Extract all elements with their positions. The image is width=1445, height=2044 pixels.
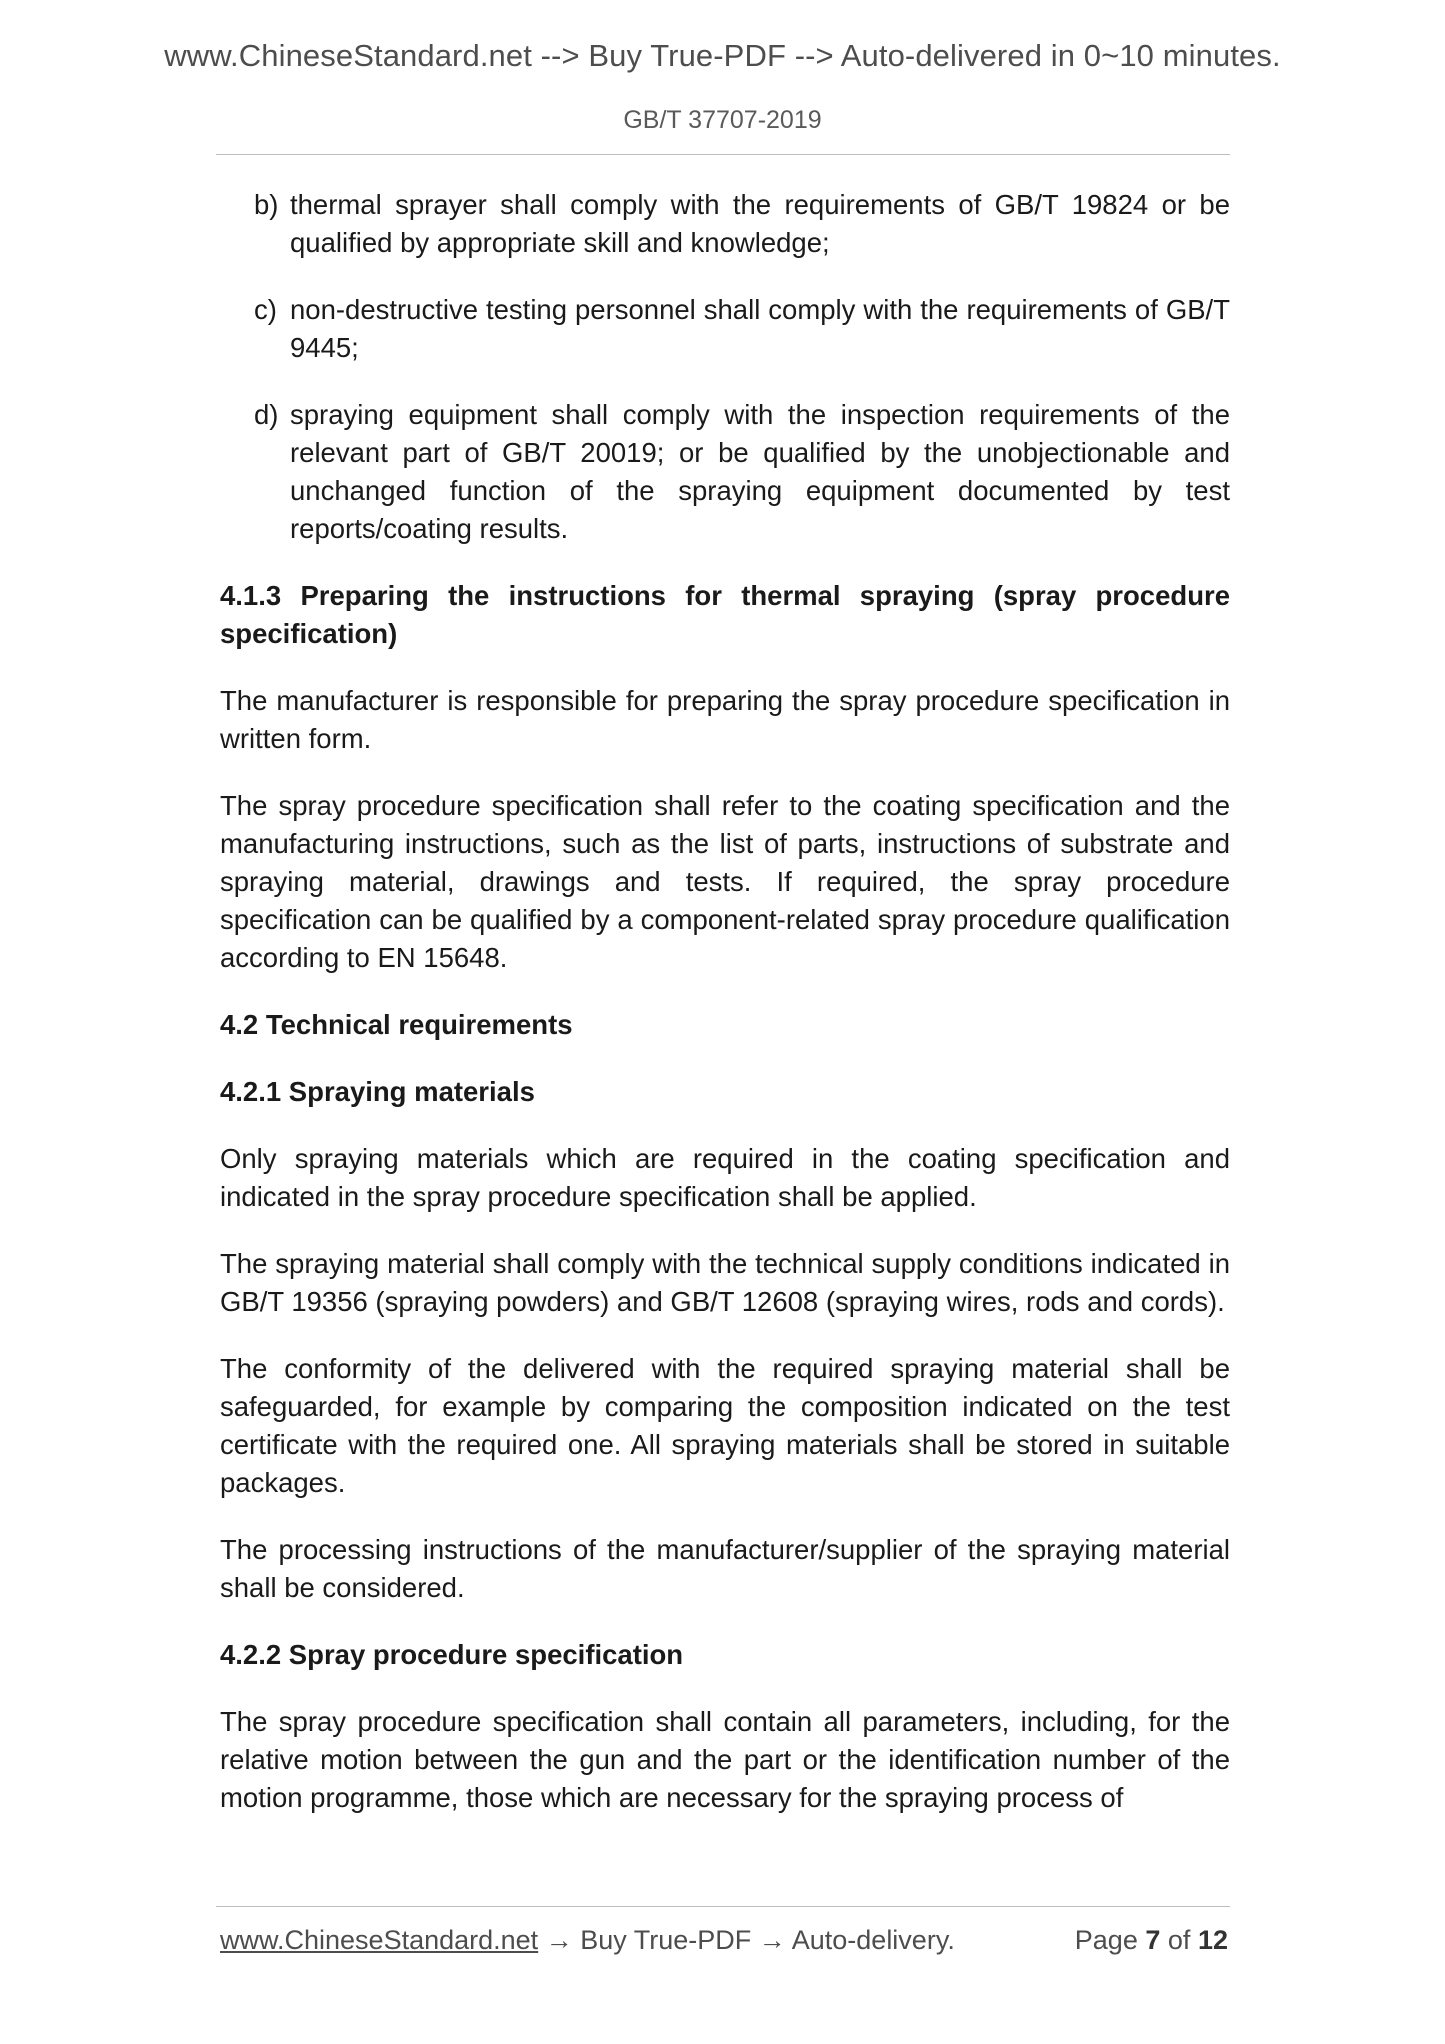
list-item-text: spraying equipment shall comply with the inspection requirements of the relevant part of GB/T 20019; or be qualified by the unobjectionable and unchanged function of the spraying equipment documented by test reports/coating results.: [290, 399, 1230, 544]
page-footer: [220, 1925, 1228, 1956]
footer-divider: [216, 1906, 1230, 1907]
list-item-c: [254, 291, 1230, 367]
page-current: 7: [1145, 1925, 1161, 1955]
section-heading-4-2-1: 4.2.1 Spraying materials: [220, 1076, 535, 1107]
paragraph: The spray procedure specification shall refer to the coating specification and the manufacturing instructions, such as the list of parts, instructions of substrate and spraying material, drawings and tests. If required, the spray procedure specification can be qualified by a component-related spray procedure qualification according to EN 15648.: [220, 790, 1230, 973]
footer-tail-text: → Buy True-PDF → Auto-delivery.: [538, 1925, 955, 1955]
paragraph: The spraying material shall comply with the technical supply conditions indicated in GB/T 19356 (spraying powders) and GB/T 12608 (spraying wires, rods and cords).: [220, 1248, 1230, 1317]
list-marker: c): [254, 294, 277, 325]
list-marker: b): [254, 189, 279, 220]
paragraph: The spray procedure specification shall contain all parameters, including, for the relative motion between the gun and the part or the identification number of the motion programme, those which are necessary for the spraying process of: [220, 1706, 1230, 1813]
section-heading-4-2: 4.2 Technical requirements: [220, 1009, 573, 1040]
section-heading-4-1-3: 4.1.3 Preparing the instructions for thermal spraying (spray procedure specification): [220, 580, 1230, 649]
header-divider: [216, 154, 1230, 155]
list-marker: d): [254, 399, 279, 430]
page-number: [1075, 1925, 1228, 1956]
document-code: GB/T 37707-2019: [623, 106, 822, 134]
page-content: [220, 186, 1230, 1846]
footer-left: [220, 1925, 955, 1956]
section-heading-4-2-2: 4.2.2 Spray procedure specification: [220, 1639, 684, 1670]
list-item-text: thermal sprayer shall comply with the requirements of GB/T 19824 or be qualified by appropriate skill and knowledge;: [290, 189, 1230, 258]
page-label: Page: [1074, 1925, 1138, 1955]
list-item-text: non-destructive testing personnel shall comply with the requirements of GB/T 9445;: [290, 294, 1230, 363]
list-item-d: [254, 396, 1230, 548]
page-of: of: [1167, 1925, 1191, 1955]
footer-site-link[interactable]: www.ChineseStandard.net: [220, 1925, 539, 1955]
paragraph: The manufacturer is responsible for preparing the spray procedure specification in written form.: [220, 685, 1230, 754]
paragraph: The processing instructions of the manufacturer/supplier of the spraying material shall be considered.: [220, 1534, 1230, 1603]
paragraph: Only spraying materials which are required in the coating specification and indicated in the spray procedure specification shall be applied.: [220, 1143, 1230, 1212]
list-item-b: [254, 186, 1230, 262]
paragraph: The conformity of the delivered with the required spraying material shall be safeguarded, for example by comparing the composition indicated on the test certificate with the required one. All spraying materials shall be stored in suitable packages.: [220, 1353, 1230, 1498]
top-banner: www.ChineseStandard.net --> Buy True-PDF --> Auto-delivered in 0~10 minutes.: [164, 38, 1281, 73]
page-total: 12: [1197, 1925, 1228, 1955]
